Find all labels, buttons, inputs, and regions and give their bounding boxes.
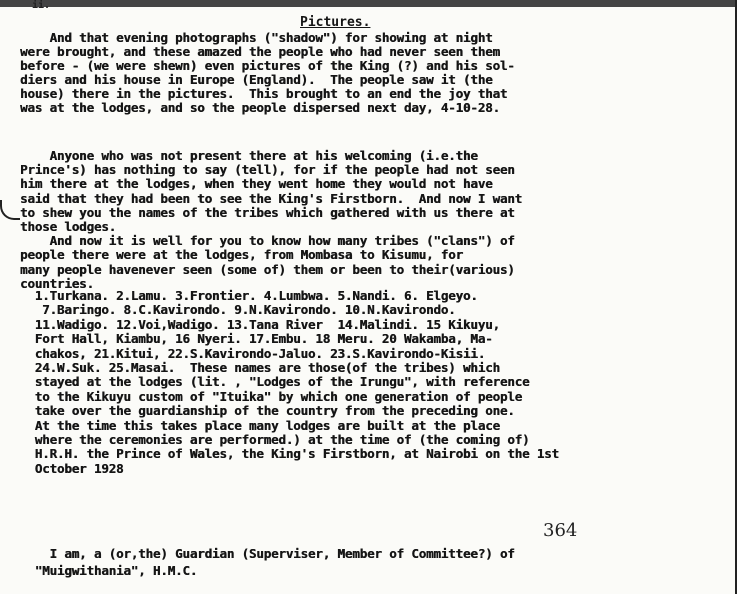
text-line: October 1928 bbox=[20, 460, 124, 476]
text-line: chakos, 21.Kitui, 22.S.Kavirondo-Jaluo. 23.S.Kavirondo-Kisii. bbox=[20, 345, 486, 361]
text-line: where the ceremonies are performed.) at the time of (the coming of) bbox=[20, 432, 530, 447]
text-line: 11.Wadigo. 12.Voi,Wadigo. 13.Tana River 14.Malindi. 15 Kikuyu, bbox=[20, 316, 500, 332]
text-line: said that they had been to see the King's Firstborn. And now I want bbox=[20, 190, 522, 206]
text-line: to shew you the names of the tribes which gathered with us there at bbox=[20, 204, 515, 220]
page-title: Pictures. bbox=[300, 15, 371, 30]
text-line: take over the guardianship of the country from the preceding one. bbox=[20, 403, 515, 419]
text-line: many people havenever seen (some of) them or been to their(various) bbox=[20, 261, 515, 277]
text-line: house) there in the pictures. This brought to an end the joy that bbox=[20, 86, 508, 101]
scan-right-border bbox=[735, 0, 750, 594]
text-line: "Muigwithania", H.M.C. bbox=[20, 563, 198, 578]
text-line: before - (we were shewn) even pictures of the King (?) and his sol- bbox=[20, 58, 515, 73]
scan-top-border bbox=[0, 0, 750, 7]
text-line: And that evening photographs ("shadow") for showing at night bbox=[20, 30, 493, 45]
text-line: people there were at the lodges, from Mombasa to Kisumu, for bbox=[20, 247, 463, 263]
text-line: diers and his house in Europe (England). The people saw it (the bbox=[20, 72, 493, 87]
text-line: 24.W.Suk. 25.Masai. These names are those(of the tribes) which bbox=[20, 360, 500, 375]
text-line: At the time this takes place many lodges are built at the place bbox=[20, 417, 500, 433]
corner-text: ii. bbox=[32, 0, 51, 11]
text-line: were brought, and these amazed the people who had never seen them bbox=[20, 44, 500, 59]
text-line: Anyone who was not present there at his welcoming (i.e.the bbox=[20, 148, 478, 163]
text-line: Fort Hall, Kiambu, 16 Nyeri. 17.Embu. 18 Meru. 20 Wakamba, Ma- bbox=[20, 331, 493, 347]
text-line: I am, a (or,the) Guardian (Superviser, Member of Committee?) of bbox=[20, 546, 515, 561]
text-line: And now it is well for you to know how many tribes ("clans") of bbox=[20, 233, 515, 249]
margin-bracket-mark bbox=[0, 200, 20, 220]
text-line: 1.Turkana. 2.Lamu. 3.Frontier. 4.Lumbwa. 5.Nandi. 6. Elgeyo. bbox=[20, 288, 478, 303]
text-line: stayed at the lodges (lit. , "Lodges of the Irungu", with reference bbox=[20, 374, 530, 390]
text-line: those lodges. bbox=[20, 219, 116, 234]
page-number: 364 bbox=[543, 520, 578, 541]
text-line: to the Kikuyu custom of "Ituika" by which one generation of people bbox=[20, 388, 522, 404]
text-line: him there at the lodges, when they went home they would not have bbox=[20, 176, 493, 192]
text-line: was at the lodges, and so the people dispersed next day, 4-10-28. bbox=[20, 100, 500, 115]
text-line: 7.Baringo. 8.C.Kavirondo. 9.N.Kavirondo. 10.N.Kavirondo. bbox=[20, 302, 456, 318]
text-line: Prince's) has nothing to say (tell), for if the people had not seen bbox=[20, 162, 515, 178]
text-line: countries. bbox=[20, 275, 94, 291]
text-line: H.R.H. the Prince of Wales, the King's Firstborn, at Nairobi on the 1st bbox=[20, 446, 559, 462]
